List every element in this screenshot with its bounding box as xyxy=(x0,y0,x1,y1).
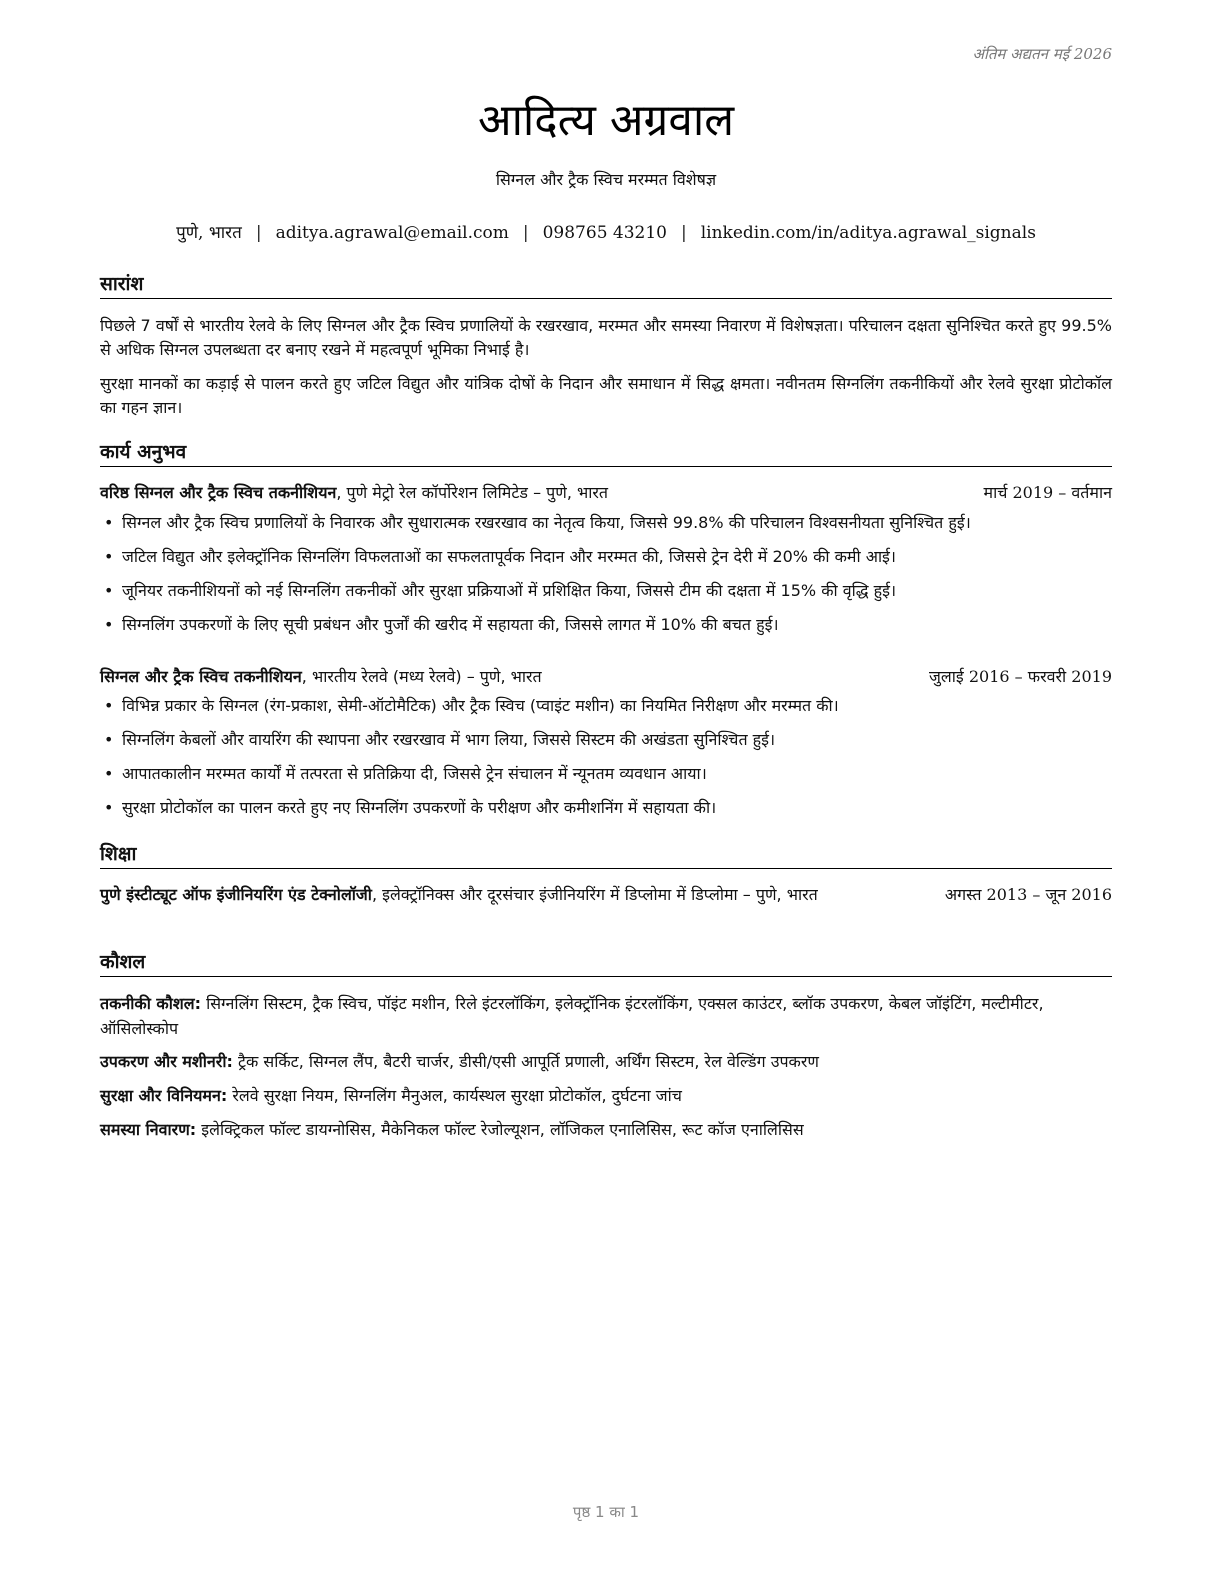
job-title: वरिष्ठ सिग्नल और ट्रैक स्विच तकनीशियन xyxy=(100,483,337,502)
candidate-tagline: सिग्नल और ट्रैक स्विच मरम्मत विशेषज्ञ xyxy=(495,170,717,189)
contact-line xyxy=(100,220,1112,243)
job-bullets xyxy=(100,511,1112,647)
candidate-name: आदित्य अग्रवाल xyxy=(477,95,735,146)
skill-value: रेलवे सुरक्षा नियम, सिग्नलिंग मैनुअल, कार्यस्थल सुरक्षा प्रोटोकॉल, दुर्घटना जांच xyxy=(227,1086,682,1105)
contact-separator: | xyxy=(522,223,529,243)
list-item: • आपातकालीन मरम्मत कार्यों में तत्परता से प्रतिक्रिया दी, जिससे ट्रेन संचालन में न्यूनतम व्यवधान आया। xyxy=(100,762,1112,796)
job-dates: जुलाई 2016 – फरवरी 2019 xyxy=(929,667,1112,686)
education-dates: अगस्त 2013 – जून 2016 xyxy=(944,885,1112,904)
section-heading-experience: कार्य अनुभव xyxy=(100,438,1112,467)
skill-label: समस्या निवारण: xyxy=(100,1120,197,1139)
contact-separator: | xyxy=(255,223,262,243)
list-item: • सिग्नलिंग केबलों और वायरिंग की स्थापना और रखरखाव में भाग लिया, जिससे सिस्टम की अखंडता सुनिश्चित हुई। xyxy=(100,728,1112,762)
education-details: , इलेक्ट्रॉनिक्स और दूरसंचार इंजीनियरिंग में डिप्लोमा में डिप्लोमा – पुणे, भारत xyxy=(371,885,818,904)
list-item: • जूनियर तकनीशियनों को नई सिग्नलिंग तकनीकों और सुरक्षा प्रक्रियाओं में प्रशिक्षित किया, जिससे टीम की दक्षता में 15% की वृद्धि हुई। xyxy=(100,579,1112,613)
education-institution: पुणे इंस्टीट्यूट ऑफ इंजीनियरिंग एंड टेक्नोलॉजी xyxy=(100,885,372,904)
section-heading-summary: सारांश xyxy=(100,270,1112,299)
skill-label: उपकरण और मशीनरी: xyxy=(100,1052,233,1071)
skill-row xyxy=(100,991,1112,1041)
list-item: • सिग्नल और ट्रैक स्विच प्रणालियों के निवारक और सुधारात्मक रखरखाव का नेतृत्व किया, जिससे 99.8% की परिचालन विश्वसनीयता सुनिश्चित हुई। xyxy=(100,511,1112,545)
education-entry xyxy=(100,882,1112,907)
last-updated-date: अंतिम अद्यतन मई 2026 xyxy=(972,45,1112,63)
skill-value: इलेक्ट्रिकल फॉल्ट डायग्नोसिस, मैकेनिकल फॉल्ट रेजोल्यूशन, लॉजिकल एनालिसिस, रूट कॉज एनालिसिस xyxy=(196,1120,804,1139)
skill-value: ट्रैक सर्किट, सिग्नल लैंप, बैटरी चार्जर, डीसी/एसी आपूर्ति प्रणाली, अर्थिंग सिस्टम, रेल वेल्डिंग उपकरण xyxy=(232,1052,819,1071)
summary-paragraph-1: पिछले 7 वर्षों से भारतीय रेलवे के लिए सिग्नल और ट्रैक स्विच प्रणालियों के रखरखाव, मरम्मत और समस्या निवारण में विशेषज्ञता। परिचालन दक्षता सुनिश्चित करते हुए 99.5% से अधिक सिग्नल उपलब्धता दर बनाए रखने में महत्वपूर्ण भूमिका निभाई है। xyxy=(100,316,1112,359)
page-number: पृष्ठ 1 का 1 xyxy=(572,1503,640,1521)
list-item: • सिग्नलिंग उपकरणों के लिए सूची प्रबंधन और पुर्जों की खरीद में सहायता की, जिससे लागत में 10% की बचत हुई। xyxy=(100,613,1112,647)
job-header xyxy=(100,665,1112,689)
job-organization: , पुणे मेट्रो रेल कॉर्पोरेशन लिमिटेड – पुणे, भारत xyxy=(336,483,609,502)
job-dates: मार्च 2019 – वर्तमान xyxy=(983,483,1112,502)
contact-separator: | xyxy=(681,223,687,243)
job-organization: , भारतीय रेलवे (मध्य रेलवे) – पुणे, भारत xyxy=(301,667,542,686)
skill-value: सिग्नलिंग सिस्टम, ट्रैक स्विच, पॉइंट मशीन, रिले इंटरलॉकिंग, इलेक्ट्रॉनिक इंटरलॉकिंग, एक्सल काउंटर, ब्लॉक उपकरण, केबल जॉइंटिंग, मल्टीमीटर, ऑसिलोस्कोप xyxy=(100,994,1044,1038)
list-item: • जटिल विद्युत और इलेक्ट्रॉनिक सिग्नलिंग विफलताओं का सफलतापूर्वक निदान और मरम्मत की, जिससे ट्रेन देरी में 20% की कमी आई। xyxy=(100,545,1112,579)
skill-label: सुरक्षा और विनियमन: xyxy=(100,1086,228,1105)
list-item: • विभिन्न प्रकार के सिग्नल (रंग-प्रकाश, सेमी-ऑटोमैटिक) और ट्रैक स्विच (प्वाइंट मशीन) का नियमित निरीक्षण और मरम्मत की। xyxy=(100,694,1112,728)
skill-row xyxy=(100,1083,1112,1108)
contact-email[interactable]: aditya.agrawal@email.com xyxy=(275,223,509,243)
contact-phone: 098765 43210 xyxy=(542,223,667,243)
contact-location: पुणे, भारत xyxy=(176,223,242,243)
section-heading-education: शिक्षा xyxy=(100,840,1112,869)
skill-label: तकनीकी कौशल: xyxy=(100,994,201,1013)
skill-row xyxy=(100,1117,1112,1142)
job-title: सिग्नल और ट्रैक स्विच तकनीशियन xyxy=(100,667,302,686)
job-header xyxy=(100,481,1112,505)
skill-row xyxy=(100,1049,1112,1074)
contact-linkedin[interactable]: linkedin.com/in/aditya.agrawal_signals xyxy=(700,223,1036,243)
list-item: • सुरक्षा प्रोटोकॉल का पालन करते हुए नए सिग्नलिंग उपकरणों के परीक्षण और कमीशनिंग में सहायता की। xyxy=(100,796,1112,830)
summary-paragraph-2: सुरक्षा मानकों का कड़ाई से पालन करते हुए जटिल विद्युत और यांत्रिक दोषों के निदान और समाधान में सिद्ध क्षमता। नवीनतम सिग्नलिंग तकनीकियों और रेलवे सुरक्षा प्रोटोकॉल का गहन ज्ञान। xyxy=(100,374,1112,417)
section-heading-skills: कौशल xyxy=(100,948,1112,977)
job-bullets xyxy=(100,694,1112,830)
